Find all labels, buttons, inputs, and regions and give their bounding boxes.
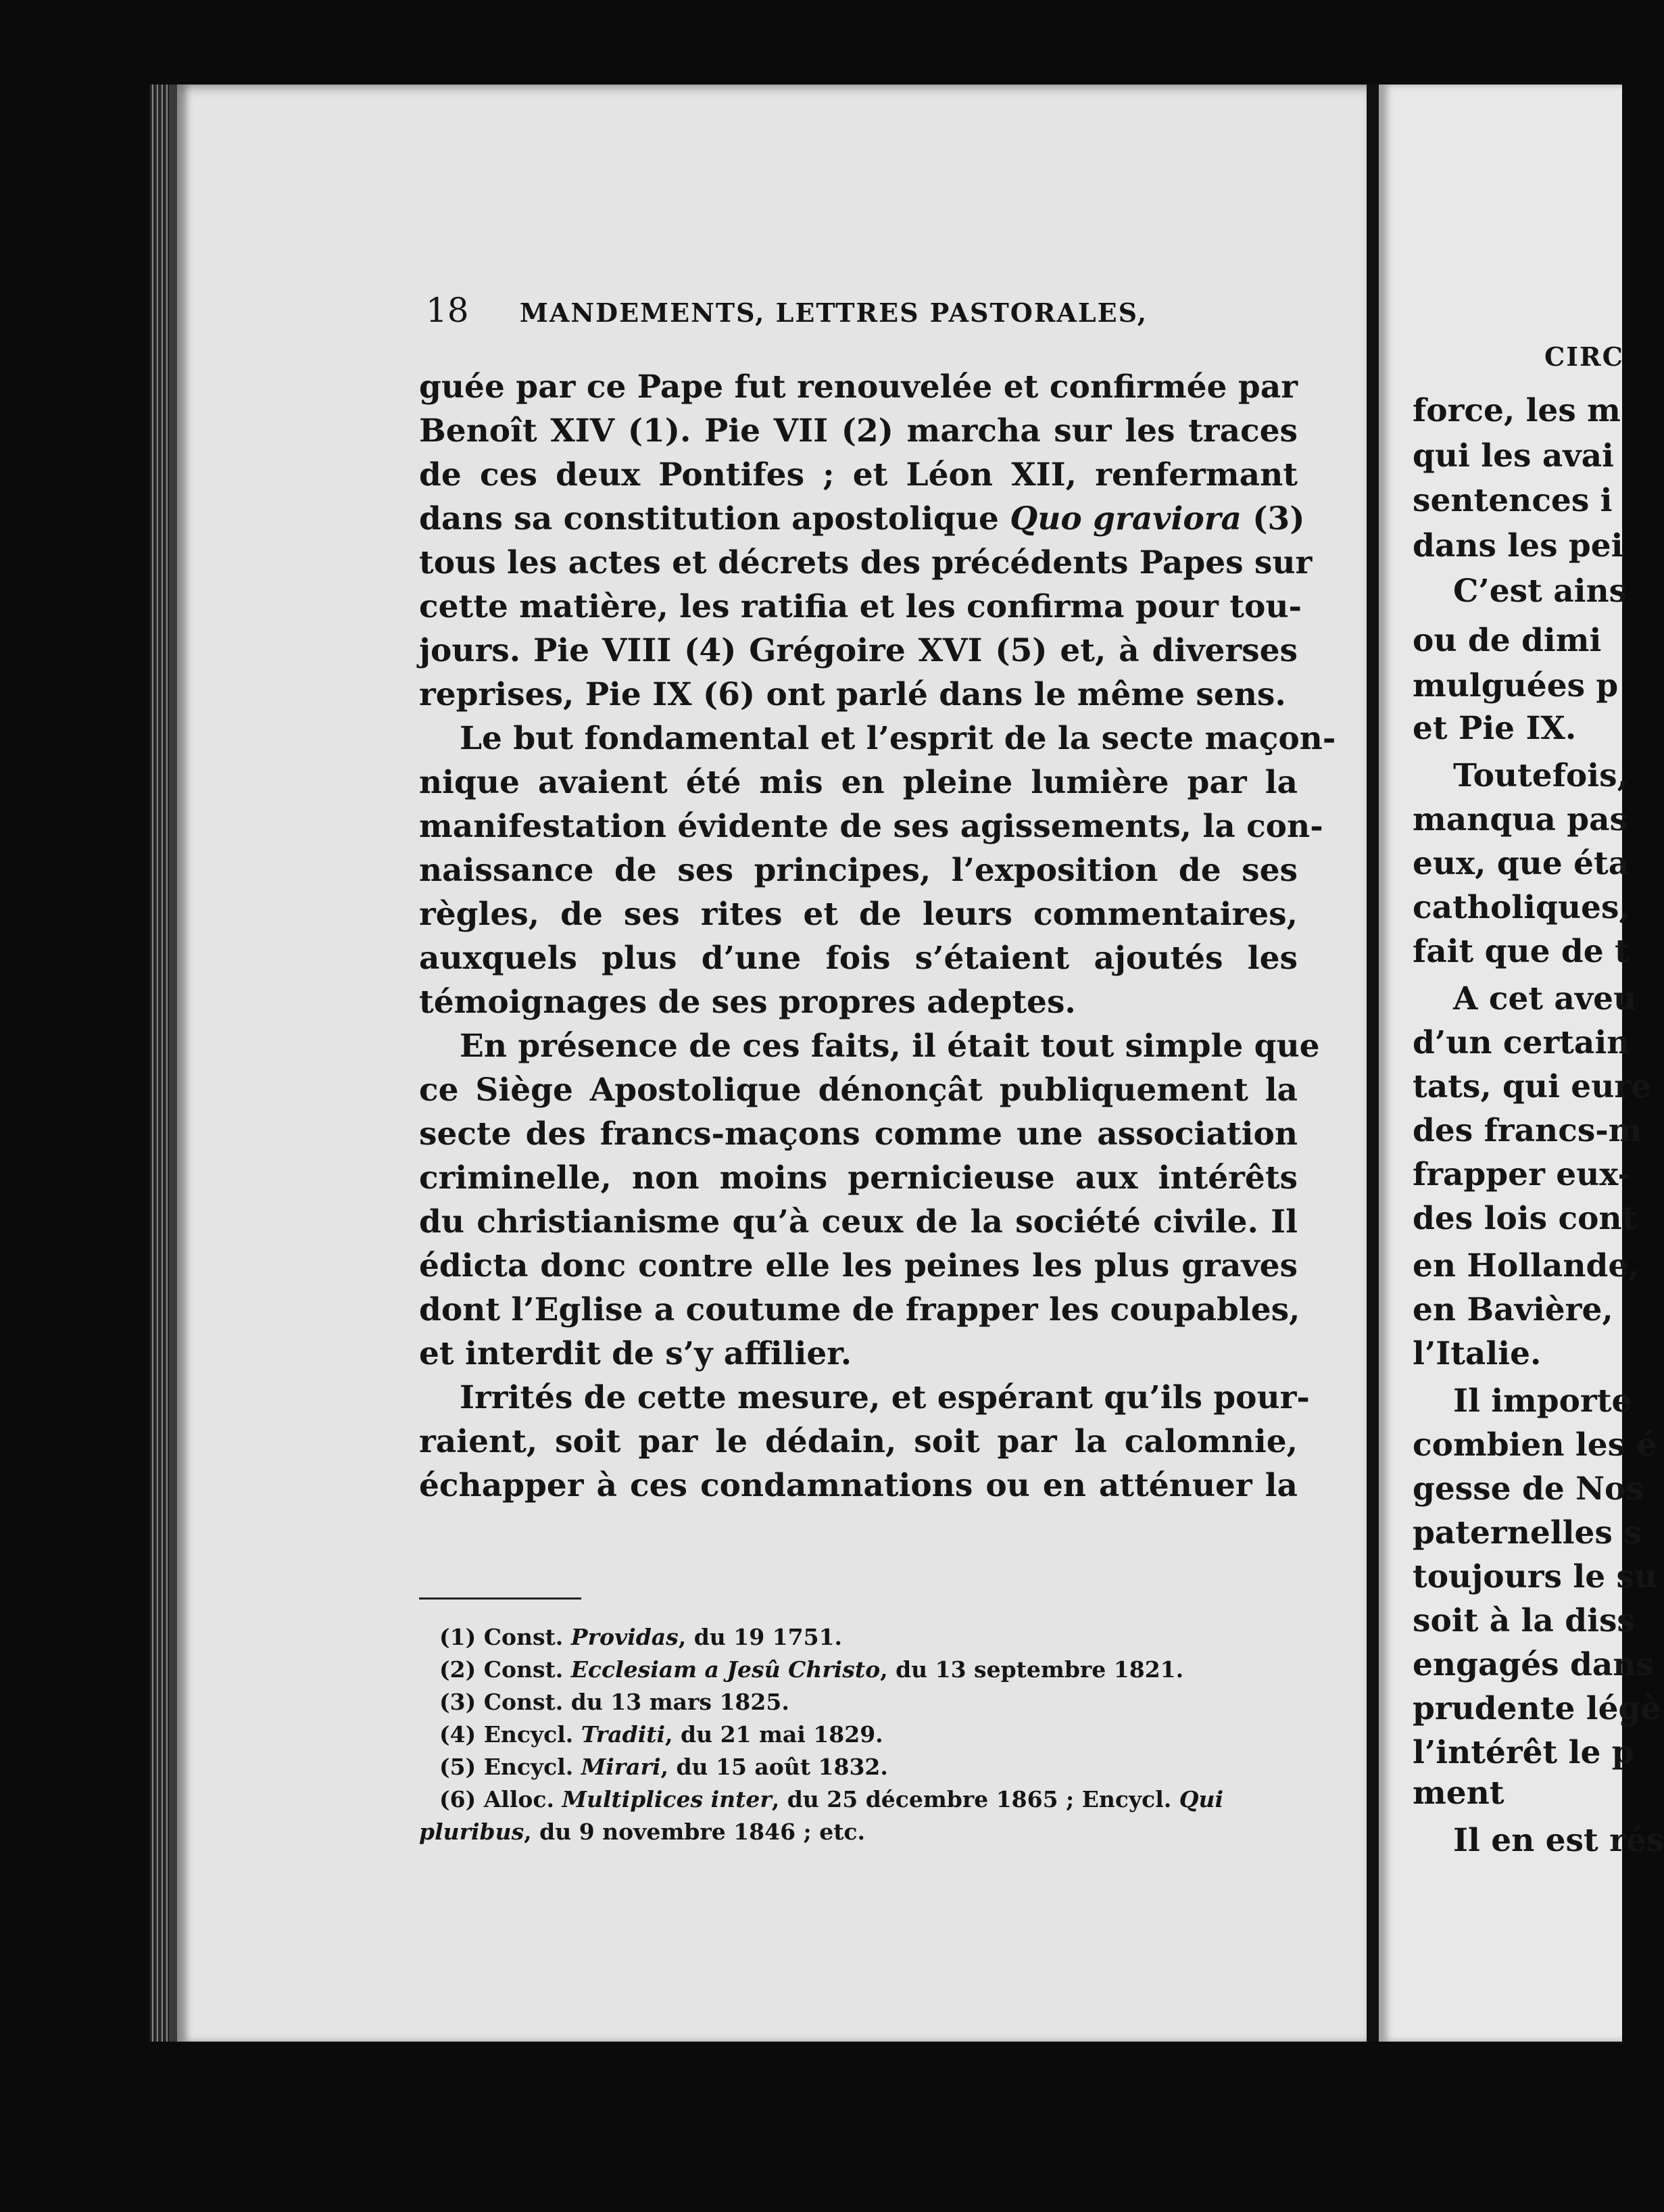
text-line: dans sa constitution apostolique Quo graviora (3) (419, 500, 1305, 537)
text-line: règles, de ses rites et de leurs commentaires, (419, 896, 1298, 933)
footnote-number: (4) (439, 1721, 484, 1748)
text-line: et interdit de s’y affilier. (419, 1335, 852, 1372)
footnote: (4) Encycl. Traditi, du 21 mai 1829. (439, 1721, 883, 1748)
footnote-rule (419, 1597, 581, 1600)
right-text-line: des francs-m (1413, 1112, 1642, 1149)
right-text-line: frapper eux- (1413, 1156, 1631, 1193)
text-line: dont l’Eglise a coutume de frapper les coupables, (419, 1291, 1300, 1328)
right-text-line: A cet aveu (1453, 980, 1637, 1017)
text-line: Le but fondamental et l’esprit de la secte maçon- (460, 720, 1336, 757)
text-line: de ces deux Pontifes ; et Léon XII, renfermant (419, 456, 1298, 494)
text-line: édicta donc contre elle les peines les plus graves (419, 1247, 1298, 1284)
right-text-line: paternelles s (1413, 1514, 1642, 1552)
footnote: pluribus, du 9 novembre 1846 ; etc. (419, 1819, 866, 1845)
right-text-line: Il en est rés (1453, 1822, 1664, 1859)
footnote: (5) Encycl. Mirari, du 15 août 1832. (439, 1754, 888, 1780)
footnote-number: (3) (439, 1689, 484, 1715)
footnote-number: (2) (439, 1656, 484, 1683)
text-line: secte des francs-maçons comme une association (419, 1115, 1298, 1153)
right-text-line: force, les m (1413, 392, 1621, 429)
text-line: nique avaient été mis en pleine lumière par la (419, 764, 1298, 801)
right-text-line: en Bavière, (1413, 1291, 1613, 1328)
book-gutter (1367, 85, 1379, 2042)
right-text-line: mulguées p (1413, 667, 1619, 704)
text-line: criminelle, non moins pernicieuse aux intérêts (419, 1159, 1298, 1197)
right-text-line: C’est ains (1453, 573, 1628, 610)
text-line: manifestation évidente de ses agissements, la con- (419, 808, 1323, 845)
right-text-line: Toutefois, (1453, 757, 1628, 794)
right-text-line: dans les pei (1413, 527, 1623, 564)
text-line: échapper à ces condamnations ou en atténuer la (419, 1467, 1298, 1504)
right-text-line: ou de dimi (1413, 622, 1602, 659)
text-line: témoignages de ses propres adeptes. (419, 984, 1076, 1021)
right-text-line: tats, qui eure (1413, 1068, 1652, 1105)
right-text-line: l’intérêt le p (1413, 1734, 1634, 1771)
right-text-line: sentences i (1413, 482, 1613, 519)
page-number: 18 (426, 291, 469, 330)
footnote: (3) Const. du 13 mars 1825. (439, 1689, 789, 1715)
text-line: En présence de ces faits, il était tout simple que (460, 1028, 1320, 1065)
right-text-line: combien les é (1413, 1426, 1657, 1464)
right-text-line: des lois cont (1413, 1200, 1637, 1237)
right-text-line: en Hollande, (1413, 1247, 1640, 1284)
footnote-number: (5) (439, 1754, 484, 1780)
right-text-line: qui les avai (1413, 437, 1614, 475)
right-text-line: prudente légè (1413, 1690, 1661, 1727)
text-line: Benoît XIV (1). Pie VII (2) marcha sur les traces (419, 412, 1298, 450)
text-line: Irrités de cette mesure, et espérant qu’ils pour- (460, 1379, 1310, 1416)
right-text-line: catholiques, (1413, 889, 1630, 926)
running-header (426, 291, 1223, 330)
text-line: reprises, Pie IX (6) ont parlé dans le même sens. (419, 676, 1286, 713)
footnote: (2) Const. Ecclesiam a Jesû Christo, du 13 septembre 1821. (439, 1656, 1184, 1683)
footnote-number: (1) (439, 1624, 484, 1650)
right-running-head: CIRC (1544, 341, 1624, 372)
right-text-line: d’un certain (1413, 1024, 1630, 1061)
right-text-line: ment (1413, 1775, 1504, 1812)
text-line: ce Siège Apostolique dénonçât publiquement la (419, 1072, 1298, 1109)
text-line: jours. Pie VIII (4) Grégoire XVI (5) et, à diverses (419, 632, 1298, 669)
footnotes (419, 1621, 1298, 1848)
right-text-line: soit à la diss (1413, 1602, 1635, 1639)
right-text-line: gesse de Nos (1413, 1470, 1644, 1508)
body-text (419, 365, 1336, 1508)
right-text-line: engagés dans (1413, 1646, 1654, 1683)
text-line: naissance de ses principes, l’exposition de ses (419, 852, 1298, 889)
footnote: (1) Const. Providas, du 19 1751. (439, 1624, 843, 1650)
right-text-line: manqua pas (1413, 801, 1628, 838)
running-head-title: MANDEMENTS, LETTRES PASTORALES, (519, 297, 1148, 328)
text-line: cette matière, les ratifia et les confirma pour tou- (419, 588, 1302, 625)
right-text-line: l’Italie. (1413, 1335, 1542, 1372)
text-line: guée par ce Pape fut renouvelée et confirmée par (419, 368, 1298, 406)
footnote: (6) Alloc. Multiplices inter, du 25 décembre 1865 ; Encycl. Qui (439, 1786, 1224, 1812)
right-text-line: et Pie IX. (1413, 710, 1577, 747)
text-line: auxquels plus d’une fois s’étaient ajoutés les (419, 940, 1298, 977)
right-text-line: Il importe (1453, 1382, 1632, 1420)
right-text-line: toujours le su (1413, 1558, 1658, 1595)
text-line: raient, soit par le dédain, soit par la calomnie, (419, 1423, 1298, 1460)
text-line: tous les actes et décrets des précédents Papes sur (419, 544, 1313, 581)
text-line: du christianisme qu’à ceux de la société civile. Il (419, 1203, 1298, 1241)
right-text-line: eux, que éta (1413, 845, 1630, 882)
right-text-line: fait que de t (1413, 933, 1630, 970)
footnote-number: (6) (439, 1786, 484, 1812)
